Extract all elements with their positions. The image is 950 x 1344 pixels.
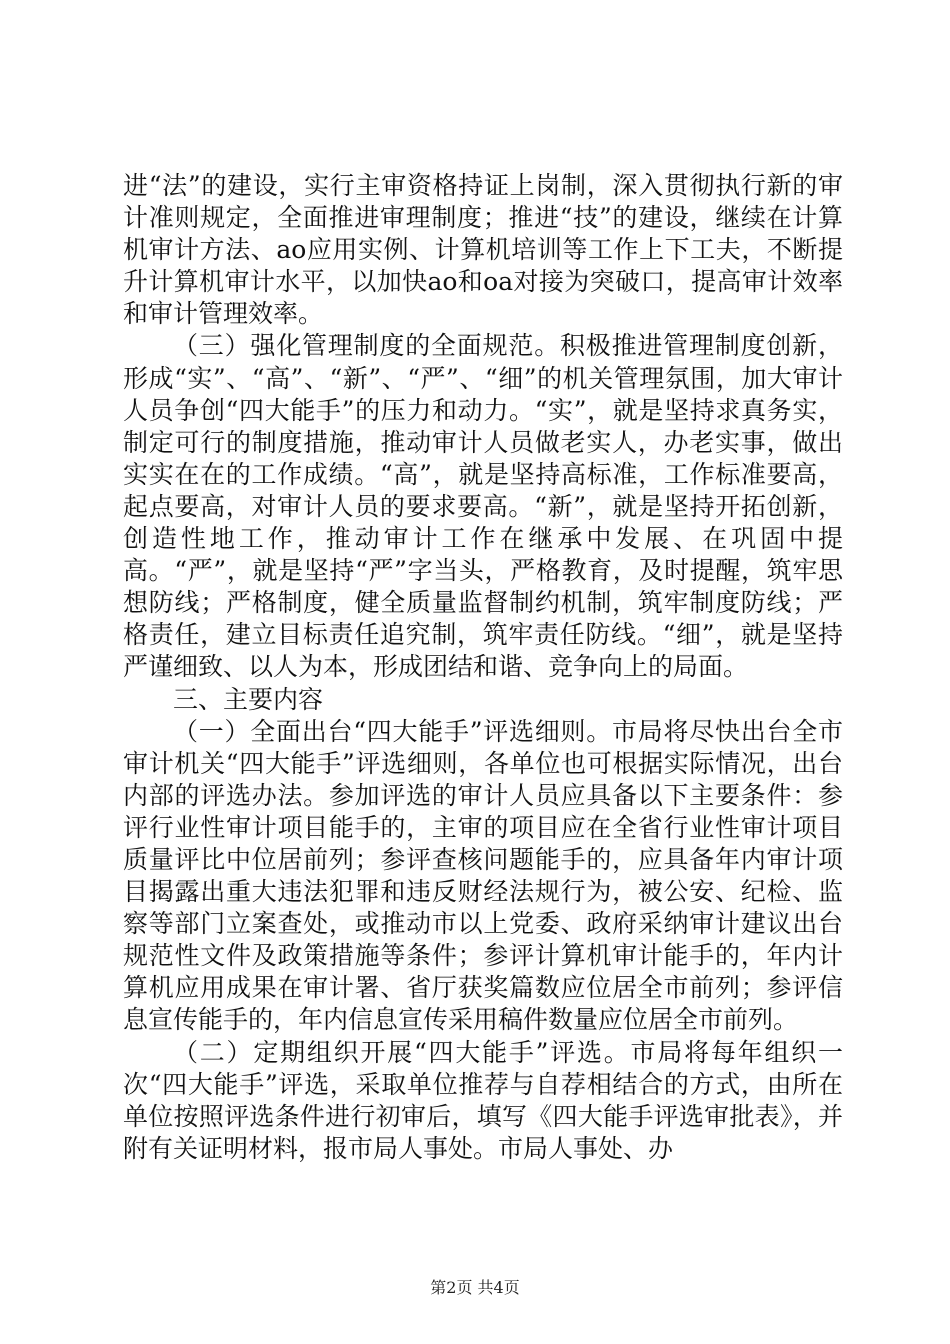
page-footer: 第2页 共4页 (430, 1278, 520, 1297)
paragraph-continued: 进“法”的建设，实行主审资格持证上岗制，深入贯彻执行新的审计准则规定，全面推进审理制度；推进“技”的建设，继续在计算机审计方法、ao应用实例、计算机培训等工作上下工夫，不断提升计算机审计水平，以加快ao和oa对接为突破口，提高审计效率和审计管理效率。 (123, 171, 843, 329)
section-heading-main-content: 三、主要内容 (173, 684, 324, 714)
paragraph-management-system: （三）强化管理制度的全面规范。积极推进管理制度创新，形成“实”、“高”、“新”、“严”、“细”的机关管理氛围，加大审计人员争创“四大能手”的压力和动力。“实”，就是坚持求真务实，制定可行的制度措施，推动审计人员做老实人，办老实事，做出实实在在的工作成绩。“高”，就是坚持高标准，工作标准要高，起点要高，对审计人员的要求要高。“新”，就是坚持开拓创新，创造性地工作，推动审计工作在继承中发展、在巩固中提高。“严”，就是坚持“严”字当头，严格教育，及时提醒，筑牢思想防线；严格制度，健全质量监督制约机制，筑牢制度防线；严格责任，建立目标责任追究制，筑牢责任防线。“细”，就是坚持严谨细致、以人为本，形成团结和谐、竞争向上的局面。 (123, 331, 843, 682)
paragraph-regular-selection: （二）定期组织开展“四大能手”评选。市局将每年组织一次“四大能手”评选，采取单位推荐与自荐相结合的方式，由所在单位按照评选条件进行初审后，填写《四大能手评选审批表》，并附有关证明材料，报市局人事处。市局人事处、办 (123, 1037, 843, 1163)
document-body (123, 170, 843, 1165)
paragraph-selection-rules: （一）全面出台“四大能手”评选细则。市局将尽快出台全市审计机关“四大能手”评选细则，各单位也可根据实际情况，出台内部的评选办法。参加评选的审计人员应具备以下主要条件：参评行业性审计项目能手的，主审的项目应在全省行业性审计项目质量评比中位居前列；参评查核问题能手的，应具备年内审计项目揭露出重大违法犯罪和违反财经法规行为，被公安、纪检、监察等部门立案查处，或推动市以上党委、政府采纳审计建议出台规范性文件及政策措施等条件；参评计算机审计能手的，年内计算机应用成果在审计署、省厅获奖篇数应位居全市前列；参评信息宣传能手的，年内信息宣传采用稿件数量应位居全市前列。 (123, 716, 843, 1035)
